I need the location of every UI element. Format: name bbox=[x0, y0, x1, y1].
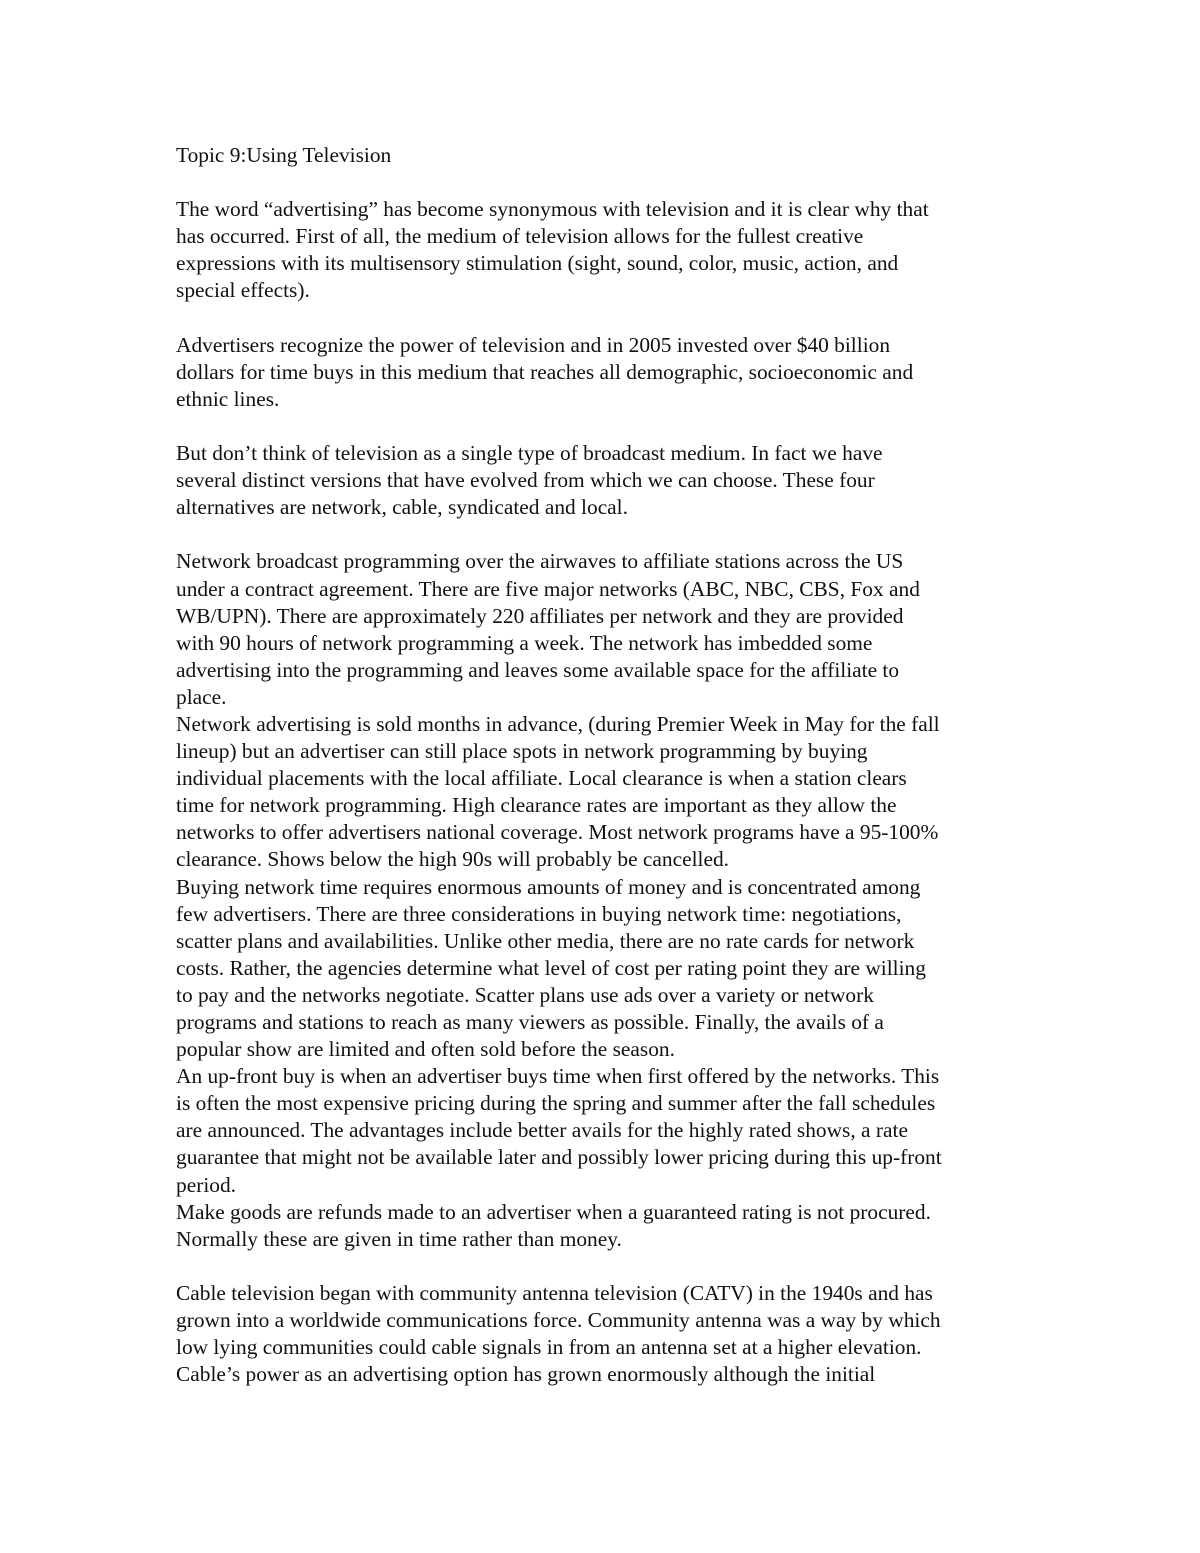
text-line: dollars for time buys in this medium that reaches all demographic, socioeconomic and bbox=[176, 359, 914, 384]
text-line: An up-front buy is when an advertiser buys time when first offered by the networks. This bbox=[176, 1064, 940, 1089]
text-line: low lying communities could cable signals in from an antenna set at a higher elevation. bbox=[176, 1335, 922, 1360]
text-line: Network broadcast programming over the airwaves to affiliate stations across the US bbox=[176, 549, 904, 574]
text-line: Cable’s power as an advertising option has grown enormously although the initial bbox=[176, 1362, 876, 1387]
text-line: networks to offer advertisers national coverage. Most network programs have a 95-100% bbox=[176, 820, 939, 845]
text-line: scatter plans and availabilities. Unlike other media, there are no rate cards for network bbox=[176, 928, 915, 953]
text-line: grown into a worldwide communications force. Community antenna was a way by which bbox=[176, 1308, 941, 1333]
text-line: Make goods are refunds made to an advertiser when a guaranteed rating is not procured. bbox=[176, 1199, 931, 1224]
text-line: time for network programming. High clearance rates are important as they allow the bbox=[176, 793, 897, 818]
paragraph-gap bbox=[176, 521, 1036, 548]
paragraph-gap bbox=[176, 1253, 1036, 1280]
paragraph-cable bbox=[176, 1280, 1036, 1388]
paragraph-network bbox=[176, 548, 1036, 1252]
text-line: individual placements with the local affiliate. Local clearance is when a station clears bbox=[176, 766, 907, 791]
paragraph-intro bbox=[176, 196, 1036, 304]
text-line: under a contract agreement. There are five major networks (ABC, NBC, CBS, Fox and bbox=[176, 576, 920, 601]
text-line: to pay and the networks negotiate. Scatter plans use ads over a variety or network bbox=[176, 982, 874, 1007]
paragraph-gap bbox=[176, 413, 1036, 440]
text-line: Network advertising is sold months in advance, (during Premier Week in May for the fall bbox=[176, 711, 940, 736]
paragraph-versions bbox=[176, 440, 1036, 521]
text-line: has occurred. First of all, the medium of television allows for the fullest creative bbox=[176, 224, 864, 249]
text-line: are announced. The advantages include better avails for the highly rated shows, a rate bbox=[176, 1118, 908, 1143]
text-line: clearance. Shows below the high 90s will probably be cancelled. bbox=[176, 847, 730, 872]
document-title: Topic 9:Using Television bbox=[176, 143, 392, 167]
text-line: Advertisers recognize the power of television and in 2005 invested over $40 billion bbox=[176, 332, 891, 357]
text-line: Normally these are given in time rather than money. bbox=[176, 1226, 622, 1251]
text-line: few advertisers. There are three considerations in buying network time: negotiations, bbox=[176, 901, 902, 926]
text-line: The word “advertising” has become synonymous with television and it is clear why that bbox=[176, 197, 929, 222]
text-line: expressions with its multisensory stimulation (sight, sound, color, music, action, and bbox=[176, 251, 899, 276]
text-line: with 90 hours of network programming a week. The network has imbedded some bbox=[176, 630, 873, 655]
text-line: alternatives are network, cable, syndicated and local. bbox=[176, 495, 628, 520]
text-line: advertising into the programming and leaves some available space for the affiliate to bbox=[176, 657, 900, 682]
text-line: programs and stations to reach as many viewers as possible. Finally, the avails of a bbox=[176, 1010, 884, 1034]
paragraph-advertisers bbox=[176, 332, 1036, 413]
document-body bbox=[176, 142, 1036, 1388]
text-line: guarantee that might not be available later and possibly lower pricing during this up-front bbox=[176, 1145, 942, 1170]
text-line: is often the most expensive pricing during the spring and summer after the fall schedules bbox=[176, 1091, 936, 1116]
paragraph-gap bbox=[176, 169, 1036, 196]
text-line: lineup) but an advertiser can still place spots in network programming by buying bbox=[176, 739, 868, 764]
text-line: WB/UPN). There are approximately 220 affiliates per network and they are provided bbox=[176, 603, 904, 628]
text-line: popular show are limited and often sold before the season. bbox=[176, 1037, 675, 1062]
text-line: ethnic lines. bbox=[176, 386, 280, 411]
text-line: costs. Rather, the agencies determine what level of cost per rating point they are willing bbox=[176, 955, 926, 980]
text-line: special effects). bbox=[176, 278, 310, 303]
paragraph-gap bbox=[176, 305, 1036, 332]
text-line: But don’t think of television as a single type of broadcast medium. In fact we have bbox=[176, 441, 883, 466]
text-line: several distinct versions that have evolved from which we can choose. These four bbox=[176, 468, 875, 493]
text-line: Cable television began with community antenna television (CATV) in the 1940s and has bbox=[176, 1280, 933, 1305]
text-line: Buying network time requires enormous amounts of money and is concentrated among bbox=[176, 874, 921, 899]
text-line: period. bbox=[176, 1172, 236, 1197]
text-line: place. bbox=[176, 684, 227, 709]
